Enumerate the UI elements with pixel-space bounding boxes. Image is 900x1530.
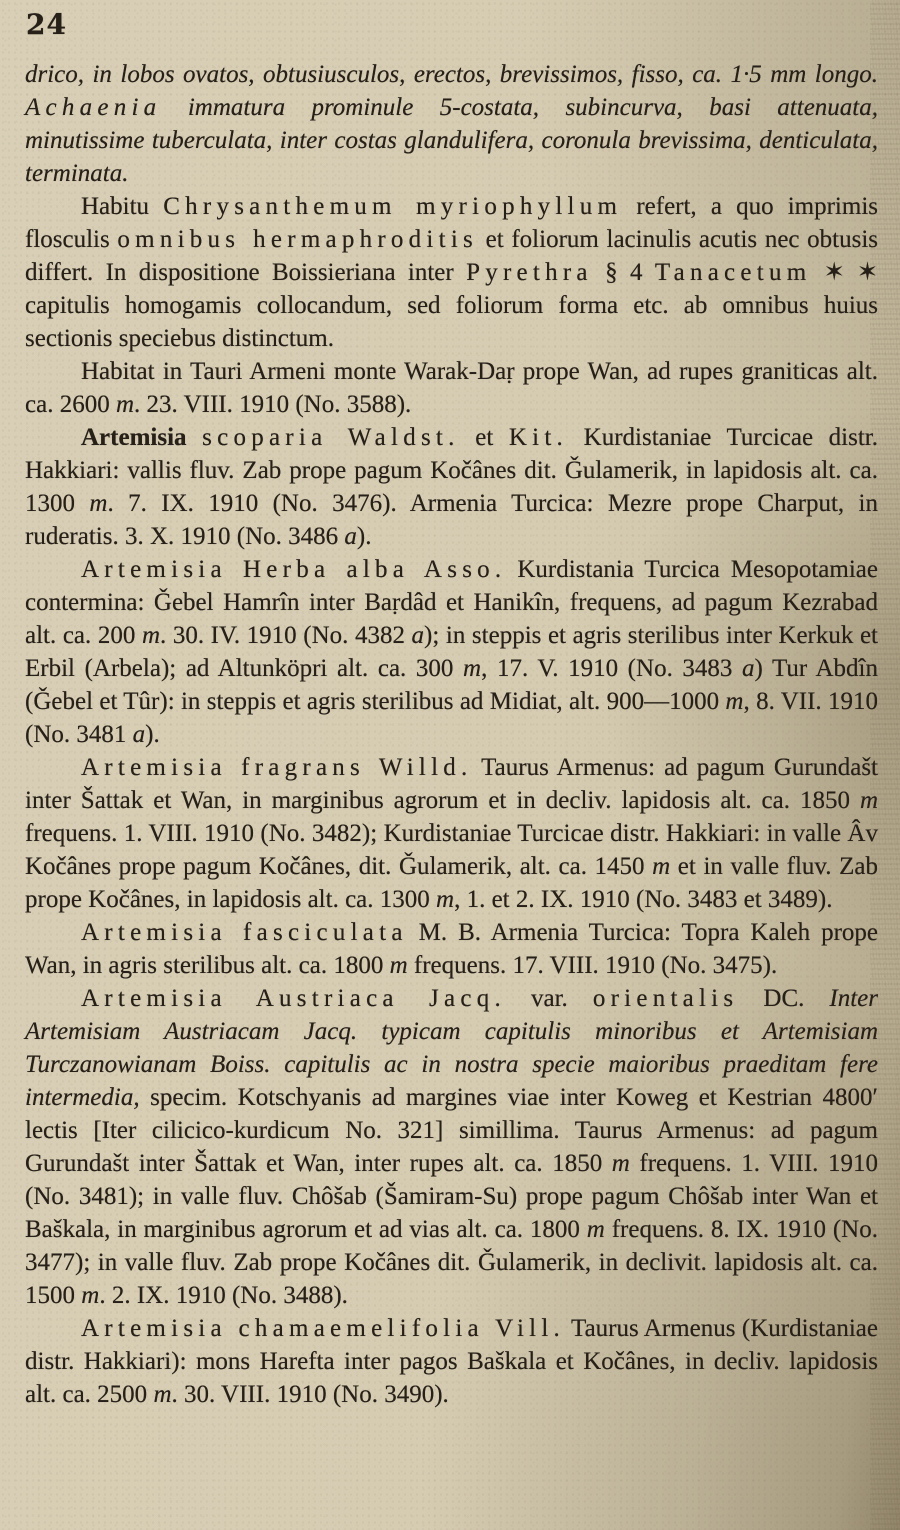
text-run: a [132,721,146,748]
text-run: . 2. IX. 1910 (No. 3488). [99,1282,348,1309]
text-run: var. [505,985,593,1012]
text-run: Taurus Armenus (Kurdistaniae distr. Hakkiari): mons Harefta inter pagos Baškala et Kočânes, in decliv. lapidosis alt. ca. 2500 [25,1315,878,1408]
paragraph-4 [25,421,878,553]
text-run: m [81,1282,100,1309]
text-run: Artemisia fragrans Willd. [81,754,473,781]
text-run: Artemisia fasciculata [81,919,408,946]
text-run: m [463,655,482,682]
text-run: a [411,622,425,649]
text-run: m [115,391,135,418]
text-run: . 7. IX. 1910 (No. 3476). Armenia Turcica: Mezre prope Charput, in ruderatis. 3. X. 1910 (No. 3486 [25,490,879,550]
text-run: Artemisia chamaemelifolia Vill. [81,1315,566,1342]
paragraph-2 [25,190,878,355]
text-run: scoparia Waldst. [202,424,460,451]
text-run: specim. Kotschyanis ad margines viae inter Koweg et Kestrian 4800′ lectis [Iter cilicico-kurdicum No. 321] simillima. Taurus Armenus: ad pagum Gurundašt inter Šattak et Wan, inter rupes alt. ca. 1850 [25,1084,878,1177]
text-run: m [89,490,108,517]
text-run: Habitat in Tauri Armeni monte Warak-Daṛ prope Wan, ad rupes graniticas alt. ca. 2600 [25,358,878,418]
text-run: a [742,655,755,682]
text-run: § 4 [592,259,655,286]
text-run: ✶ ✶ capitulis homogamis collocandum, sed foliorum forma etc. ab omnibus huius sectionis speciebus distinctum. [25,259,879,352]
text-run: frequens. 8. IX. 1910 (No. 3477); in valle fluv. Zab prope Kočânes dit. Ǧulamerik, in declivit. lapidosis alt. ca. 1500 [25,1216,878,1309]
text-run: . 30. VIII. 1910 (No. 3490). [171,1381,449,1408]
text-run: ). [145,721,160,748]
paragraph-6 [25,751,878,916]
text-run: m [153,1381,172,1408]
text-run: frequens. 1. VIII. 1910 (No. 3481); in valle fluv. Chôšab (Šamiram-Su) prope pagum Chôšab inter Wan et Baškala, in marginibus agrorum et ad vias alt. ca. 1800 [25,1150,878,1243]
text-run [187,424,203,451]
text-run: Kurdistania Turcica Mesopotamiae contermina: Ǧebel Hamrîn inter Baṛdâd et Hanikîn, frequens, ad pagum Kezrabad alt. ca. 200 [25,556,878,649]
text-run: , 17. V. 1910 (No. 3483 [481,655,743,682]
text-run: m [436,886,455,913]
text-run: , 8. VII. 1910 (No. 3481 [25,688,878,748]
text-run: Habitu [81,193,164,220]
text-run: a [344,523,357,550]
text-run: immatura prominule 5-costata, subincurva, basi attenuata, minutissime tuberculata, inter costas glandulifera, coronula brevissima, denticulata, terminata. [25,94,878,187]
text-run: m [652,853,671,880]
text-run: Taurus Armenus: ad pagum Gurundašt inter Šattak et Wan, in marginibus agrorum et in decliv. lapidosis alt. ca. 1850 [25,754,878,814]
text-run: frequens. 17. VIII. 1910 (No. 3475). [407,952,778,979]
paragraph-8 [25,982,878,1312]
text-run: m [141,622,160,649]
text-block [25,58,878,1411]
text-run: m [586,1216,605,1243]
text-run: . 23. VIII. 1910 (No. 3588). [134,391,412,418]
text-run: Pyrethra [466,259,593,286]
text-run: ). [356,523,372,550]
text-run: et [459,424,509,451]
text-run: . 30. IV. 1910 (No. 4382 [160,622,412,649]
paragraph-1 [25,58,878,190]
text-run: m [611,1150,630,1177]
text-run: ); in steppis et agris sterilibus inter Kerkuk et Erbil (Arbela); ad Altunköpri alt. ca. 300 [25,622,879,682]
text-run: et in valle fluv. Zab prope Kočânes, in lapidosis alt. ca. 1300 [25,853,879,913]
text-run: DC. [738,985,830,1012]
text-run: Kurdistaniae Turcicae distr. Hakkiari: vallis fluv. Zab prope pagum Kočânes dit. Ǧulamerik, in lapidosis alt. ca. 1300 [25,424,878,517]
page-number: 24 [26,8,67,41]
text-run: , 1. et 2. IX. 1910 (No. 3483 et 3489). [454,886,833,913]
text-run: drico, in lobos ovatos, obtusiusculos, erectos, brevissimos, fisso, ca. 1·5 mm longo. [25,61,878,88]
text-run: orientalis [592,985,739,1012]
paragraph-5 [25,553,878,751]
paragraph-7 [25,916,878,982]
text-run: Artemisia Herba alba Asso. [81,556,507,583]
text-run: Artemisia [81,424,187,451]
text-run: ) Tur Abdîn (Ǧebel et Tûr): in steppis et agris sterilibus ad Midiat, alt. 900—1000 [25,655,878,715]
paragraph-9 [25,1312,878,1411]
text-run: m [859,787,878,814]
text-run: Artemisia Austriaca Jacq. [81,985,506,1012]
text-run: Chrysanthemum myriophyllum [163,193,623,220]
text-run: frequens. 1. VIII. 1910 (No. 3482); Kurdistaniae Turcicae distr. Hakkiari: in valle Âv Kočânes prope pagum Kočânes, dit. Ǧulamerik, alt. ca. 1450 [25,820,878,880]
paragraph-3 [25,355,878,421]
text-run: et foliorum lacinulis acutis nec obtusis differt. In dispositione Boissieriana inter [25,226,879,286]
text-run: Inter Artemisiam Austriacam Jacq. typicam capitulis minoribus et Artemisiam Turczanowianam Boiss. capitulis ac in nostra specie maioribus praeditam fere intermedia, [25,985,878,1111]
text-run: m [389,952,408,979]
text-run: m [725,688,744,715]
text-run: refert, a quo imprimis flosculis [25,193,878,253]
text-run: Kit. [508,424,569,451]
text-run: omnibus hermaphroditis [117,226,479,253]
text-run: Achaenia [25,94,162,121]
text-run: M. B. Armenia Turcica: Topra Kaleh prope Wan, in agris sterilibus alt. ca. 1800 [25,919,878,979]
text-run: Tanacetum [654,259,812,286]
